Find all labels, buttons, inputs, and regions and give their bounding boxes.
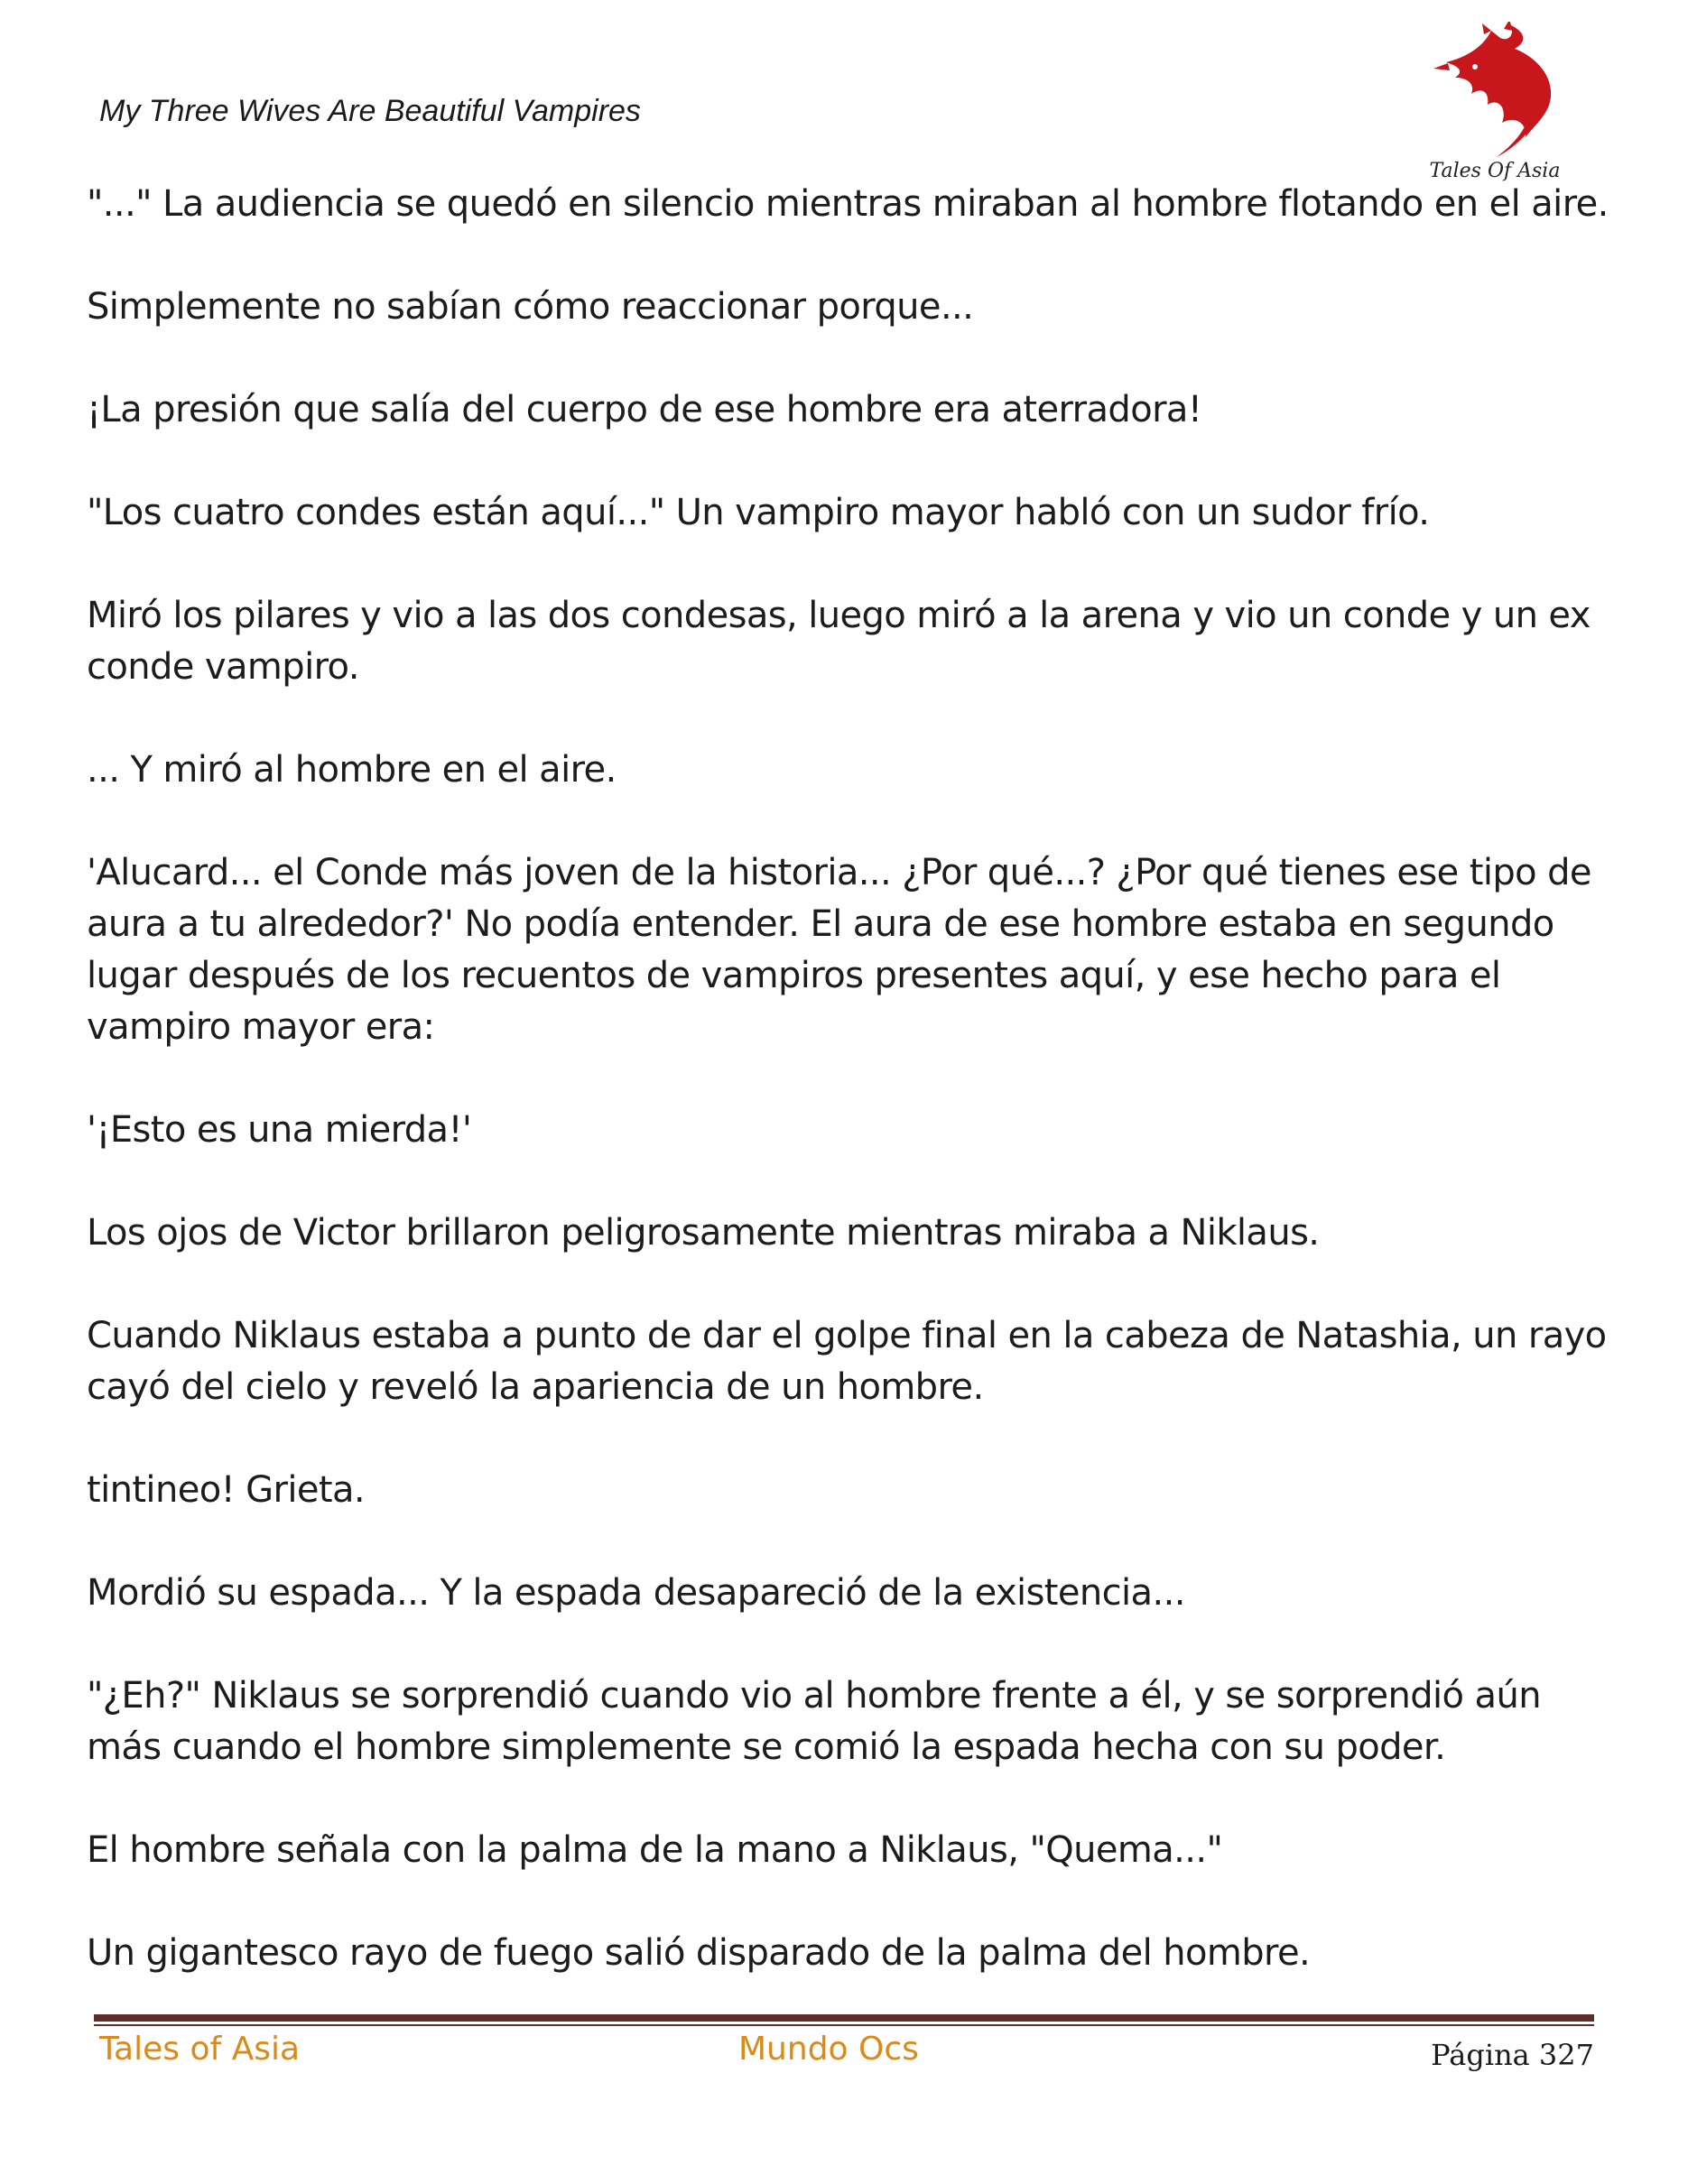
page-number: Página 327 [1431, 2038, 1594, 2072]
footer-left-label: Tales of Asia [99, 2031, 301, 2068]
paragraph: 'Alucard... el Conde más joven de la historia... ¿Por qué...? ¿Por qué tienes ese tipo de aura a tu alrededor?' No podía entender. El aura de ese hombre estaba en segundo lugar después de los recuentos de vampiros presentes aquí, y ese hecho para el vampiro mayor era: [87, 852, 1591, 1048]
paragraph: Miró los pilares y vio a las dos condesas, luego miró a la arena y vio un conde y un ex conde vampiro. [87, 595, 1591, 688]
paragraph: El hombre señala con la palma de la mano a Niklaus, "Quema..." [87, 1829, 1223, 1871]
paragraph: Un gigantesco rayo de fuego salió disparado de la palma del hombre. [87, 1932, 1311, 1974]
body-text [87, 179, 1621, 2031]
paragraph: Simplemente no sabían cómo reaccionar porque... [87, 286, 974, 328]
header-title: My Three Wives Are Beautiful Vampires [99, 94, 641, 128]
paragraph: tintineo! Grieta. [87, 1469, 366, 1511]
paragraph: '¡Esto es una mierda!' [87, 1109, 472, 1151]
paragraph: "Los cuatro condes están aquí..." Un vampiro mayor habló con un sudor frío. [87, 492, 1430, 533]
paragraph: "..." La audiencia se quedó en silencio mientras miraban al hombre flotando en el aire. [87, 183, 1609, 225]
logo-text: Tales Of Asia [1429, 160, 1561, 182]
paragraph: Los ojos de Victor brillaron peligrosamente mientras miraba a Niklaus. [87, 1212, 1320, 1254]
paragraph: ¡La presión que salía del cuerpo de ese hombre era aterradora! [87, 389, 1202, 430]
paragraph: Cuando Niklaus estaba a punto de dar el golpe final en la cabeza de Natashia, un rayo cayó del cielo y reveló la apariencia de un hombre. [87, 1315, 1607, 1408]
paragraph: Mordió su espada... Y la espada desapareció de la existencia... [87, 1572, 1185, 1614]
tales-of-asia-logo [1428, 22, 1563, 184]
paragraph: "¿Eh?" Niklaus se sorprendió cuando vio al hombre frente a él, y se sorprendió aún más cuando el hombre simplemente se comió la espada hecha con su poder. [87, 1675, 1541, 1768]
paragraph: ... Y miró al hombre en el aire. [87, 749, 617, 791]
footer-center-label: Mundo Ocs [738, 2031, 919, 2068]
footer-divider [94, 2014, 1594, 2026]
